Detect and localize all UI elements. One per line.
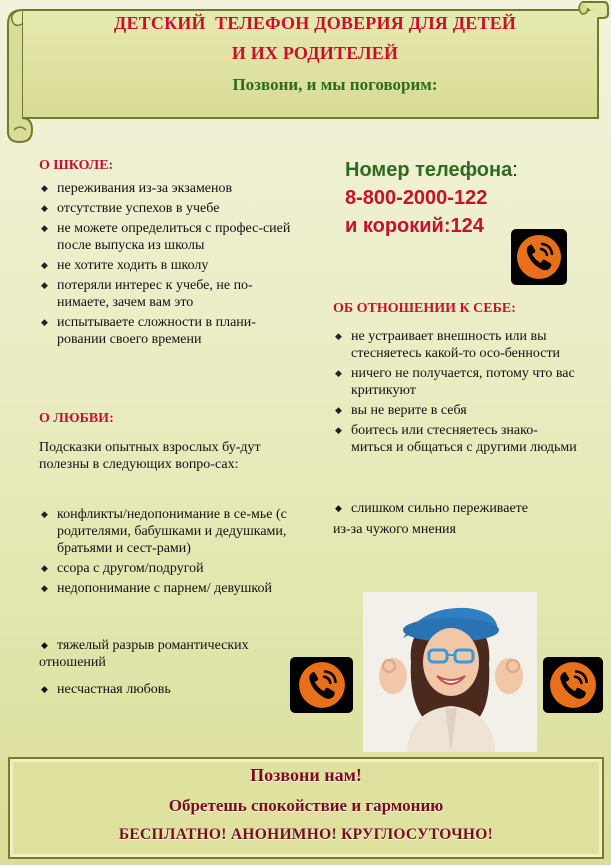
bullet-icon: ◆: [41, 317, 48, 327]
love-item-last: [39, 681, 301, 698]
school-item-text: не можете определиться с профес-сией после выпуска из школы: [57, 221, 291, 253]
self-item-text: ничего не получается, потому что вас критикуют: [351, 366, 575, 398]
self-item: [333, 328, 578, 362]
love-item-text: ссора с другом/подругой: [57, 561, 204, 576]
phone-number[interactable]: 8-800-2000-122: [345, 187, 488, 209]
self-item-text: не устраивает внешность или вы стесняетесь какой-то осо-бенности: [351, 329, 561, 361]
phone-handset-icon[interactable]: [290, 657, 353, 713]
love-item: [39, 506, 301, 557]
love-list: [39, 506, 301, 600]
school-item: [39, 277, 304, 311]
bullet-icon: ◆: [41, 260, 48, 270]
footer-banner: [8, 757, 604, 859]
school-list: [39, 180, 304, 351]
school-item: [39, 220, 304, 254]
love-item: [39, 560, 301, 577]
bullet-icon: ◆: [335, 503, 342, 513]
footer-call-us: Позвони нам!: [250, 765, 362, 785]
love-item-romance-line2: отношений: [39, 655, 106, 670]
self-item-last-line1: слишком сильно переживаете: [351, 501, 528, 516]
love-item-last-text: несчастная любовь: [57, 682, 171, 697]
love-item-romance-line1: тяжелый разрыв романтических: [57, 638, 249, 653]
love-item: [39, 580, 301, 597]
self-item-text: вы не верите в себя: [351, 403, 467, 418]
bullet-icon: ◆: [41, 583, 48, 593]
school-item-text: не хотите ходить в школу: [57, 258, 209, 273]
smiling-girl-photo: [363, 592, 537, 752]
bullet-icon: ◆: [41, 563, 48, 573]
school-item-text: испытываете сложности в плани-ровании своего времени: [57, 315, 256, 347]
self-item: [333, 365, 578, 399]
self-list: [333, 328, 578, 459]
love-item-text: конфликты/недопонимание в се-мье (с родителями, бабушками и дедушками, братьями и сест-рами): [57, 507, 287, 556]
love-item-romance: [39, 637, 301, 671]
self-item-text: боитесь или стесняетесь знако-миться и общаться с другими людьми: [351, 423, 577, 455]
phone-handset-icon[interactable]: [543, 657, 603, 713]
self-item: [333, 402, 578, 419]
school-item: [39, 200, 304, 217]
school-item-text: потеряли интерес к учебе, не по-нимаете, зачем вам это: [57, 278, 253, 310]
bullet-icon: ◆: [41, 223, 48, 233]
school-title: О ШКОЛЕ:: [39, 158, 114, 173]
banner-subtitle: Позвони, и мы поговорим:: [232, 75, 438, 94]
footer-harmony: Обретешь спокойствие и гармонию: [168, 796, 444, 815]
phone-handset-icon[interactable]: [511, 229, 567, 285]
phone-label-colon: :: [512, 159, 518, 181]
footer-free-anonymous: БЕСПЛАТНО! АНОНИМНО! КРУГЛОСУТОЧНО!: [118, 826, 494, 843]
love-title: О ЛЮБВИ:: [39, 411, 114, 426]
bullet-icon: ◆: [41, 183, 48, 193]
school-item-text: переживания из-за экзаменов: [57, 181, 233, 196]
self-item: [333, 422, 578, 456]
school-item: [39, 314, 304, 348]
bullet-icon: ◆: [335, 425, 342, 435]
bullet-icon: ◆: [335, 405, 342, 415]
phone-label: [345, 157, 518, 184]
phone-block: [345, 157, 518, 240]
bullet-icon: ◆: [335, 368, 342, 378]
bullet-icon: ◆: [41, 203, 48, 213]
banner-title-line2: И ИХ РОДИТЕЛЕЙ: [231, 43, 399, 63]
school-item-text: отсутствие успехов в учебе: [57, 201, 220, 216]
bullet-icon: ◆: [41, 640, 48, 650]
phone-label-text: Номер телефона: [345, 159, 513, 181]
love-item-text: недопонимание с парнем/ девушкой: [57, 581, 273, 596]
banner-title-line1: ДЕТСКИЙ ТЕЛЕФОН ДОВЕРИЯ ДЛЯ ДЕТЕЙ: [113, 13, 517, 33]
banner-text: [30, 8, 600, 100]
love-intro: Подсказки опытных взрослых бу-дут полезны в следующих вопро-сах:: [39, 440, 261, 472]
bullet-icon: ◆: [335, 331, 342, 341]
bullet-icon: ◆: [41, 509, 48, 519]
self-title: ОБ ОТНОШЕНИИ К СЕБЕ:: [333, 301, 516, 316]
self-item-last-line2: из-за чужого мнения: [333, 522, 456, 537]
bullet-icon: ◆: [41, 280, 48, 290]
school-item: [39, 257, 304, 274]
bullet-icon: ◆: [41, 684, 48, 694]
phone-short[interactable]: и корокий:124: [345, 215, 484, 237]
school-item: [39, 180, 304, 197]
self-item-last: [333, 500, 593, 538]
